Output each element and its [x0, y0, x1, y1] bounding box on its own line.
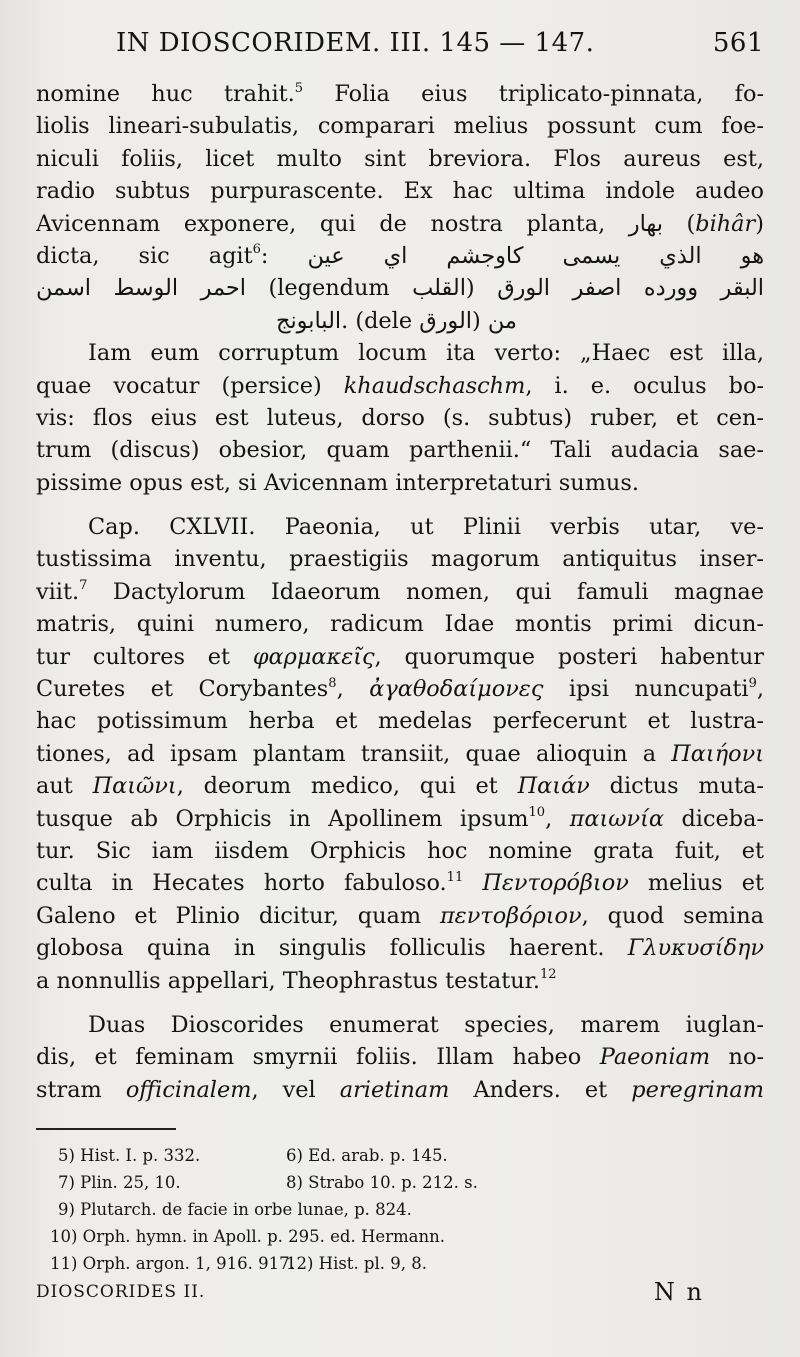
text-line: Cap. CXLVII. Paeonia, ut Plinii verbis utar, ve-	[88, 514, 764, 541]
text-line: tur. Sic iam iisdem Orphicis hoc nomine grata fuit, et	[36, 837, 764, 864]
footnote-ref: 5	[294, 80, 304, 96]
paragraph-gap	[36, 499, 764, 511]
arabic-word: القلب	[412, 275, 466, 302]
footnote: 10) Orph. hymn. in Apoll. p. 295. ed. Hermann.	[50, 1227, 445, 1247]
footnote-row	[36, 1250, 764, 1277]
text-line: Duas Dioscorides enumerat species, marem iuglan-	[88, 1011, 764, 1038]
footnote: 8) Strabo 10. p. 212. s.	[286, 1173, 478, 1193]
species-name: officinalem	[125, 1076, 252, 1103]
text-line: Curetes et Corybantes$^8$, ἀγαθοδαίμονες ipsi nuncupati$^9$,	[36, 675, 764, 703]
running-title: IN DIOSCORIDEM. III. 145 — 147.	[116, 28, 595, 58]
text-line: dis, et feminam smyrnii foliis. Illam habeo Paeoniam no-	[36, 1044, 764, 1071]
text-line: culta in Hecates horto fabuloso.$^{11}$ Πεντορόβιον melius et	[36, 869, 764, 897]
signature-mark: N n	[653, 1278, 704, 1307]
species-name: Paeoniam	[599, 1044, 711, 1071]
footnote: 9) Plutarch. de facie in orbe lunae, p. 824.	[58, 1200, 412, 1220]
text-line: Avicennam exponere, qui de nostra planta, بهار (bihâr)	[36, 210, 764, 237]
text-line: tustissima inventu, praestigiis magorum antiquitus inser-	[36, 546, 764, 573]
text-line: nomine huc trahit.$^5$ Folia eius triplicato-pinnata, fo-	[36, 80, 764, 107]
arabic-word: بهار	[628, 210, 663, 237]
signature-line	[36, 1279, 764, 1306]
footnote-row	[36, 1142, 764, 1169]
footnote-ref: 8	[328, 675, 337, 691]
footnote: 11) Orph. argon. 1, 916. 917.	[50, 1254, 295, 1274]
text-line: viit.$^7$ Dactylorum Idaeorum nomen, qui famuli magnae	[36, 578, 764, 605]
arabic-quote: البقر وورده اصفر الورق	[497, 275, 764, 302]
page-number: 561	[712, 28, 764, 58]
text-line: aut Παιῶνι, deorum medico, qui et Παιάν dictus muta-	[36, 773, 764, 800]
text-line: pissime opus est, si Avicennam interpretaturi sumus.	[36, 469, 639, 496]
text-line: احمر الوسط اسمن (legendum القلب) البقر وورده اصفر الورق	[36, 275, 764, 302]
greek-word: Παιήονι	[671, 740, 764, 767]
footnote: 6) Ed. arab. p. 145.	[286, 1146, 448, 1166]
greek-word: παιωνία	[569, 805, 665, 832]
paragraph-chapter-147	[36, 511, 764, 997]
greek-word: πεντοβόριον	[439, 902, 582, 929]
greek-word: Πεντορόβιον	[482, 870, 629, 897]
footnote: 7) Plin. 25, 10.	[58, 1173, 181, 1193]
paragraph-gap	[36, 997, 764, 1009]
footnote-rule	[36, 1128, 176, 1130]
footnote-ref: 12	[540, 967, 557, 983]
footnote-ref: 9	[748, 675, 757, 691]
paragraph-continuation	[36, 78, 764, 337]
text-line: liolis lineari-subulatis, comparari melius possunt cum foe-	[36, 113, 764, 140]
text-line: trum (discus) obesior, quam parthenii.“ Tali audacia sae-	[36, 437, 764, 464]
running-header	[36, 28, 764, 78]
paragraph-species	[36, 1009, 764, 1106]
footnote-ref: 6	[252, 242, 261, 258]
footnote-row	[36, 1169, 764, 1196]
paragraph-translation	[36, 337, 764, 499]
arabic-word: من	[487, 307, 517, 334]
footnote-ref: 7	[79, 578, 88, 594]
greek-word: ἀγαθοδαίμονες	[369, 676, 544, 703]
footnotes	[36, 1142, 764, 1306]
text-line: globosa quina in singulis folliculis haerent. Γλυκυσίδην	[36, 935, 764, 962]
greek-word: Γλυκυσίδην	[627, 935, 764, 962]
signature-title: DIOSCORIDES II.	[36, 1282, 206, 1303]
persian-term: khaudschaschm	[343, 372, 526, 399]
main-text	[36, 78, 764, 1106]
text-line: tur cultores et φαρμακεῖς, quorumque posteri habentur	[36, 643, 764, 670]
text-line: radio subtus purpurascente. Ex hac ultima indole audeo	[36, 178, 764, 205]
species-name: peregrinam	[631, 1076, 764, 1103]
text-line: dicta, sic agit$^6$: هو الذي يسمى كاوجشم اي عين	[36, 242, 764, 269]
text-line: tusque ab Orphicis in Apollinem ipsum$^{10}$, παιωνία diceba-	[36, 805, 764, 832]
footnote: 5) Hist. I. p. 332.	[58, 1146, 201, 1166]
text-line: stram officinalem, vel arietinam Anders. et peregrinam	[36, 1076, 764, 1103]
text-line: البابونج. (dele الورق) من	[276, 307, 517, 334]
transliteration: bihâr	[695, 210, 756, 237]
text-line: quae vocatur (persice) khaudschaschm, i. e. oculus bo-	[36, 372, 764, 399]
text-line: Galeno et Plinio dicitur, quam πεντοβόριον, quod semina	[36, 902, 764, 929]
arabic-word: الورق	[419, 307, 473, 334]
text-line: hac potissimum herba et medelas perfecerunt et lustra-	[36, 708, 764, 735]
footnote-ref: 11	[446, 869, 464, 885]
text-line: matris, quini numero, radicum Idae montis primi dicun-	[36, 611, 764, 638]
text-line: niculi foliis, licet multo sint breviora. Flos aureus est,	[36, 145, 764, 172]
greek-word: Παιάν	[517, 773, 590, 800]
footnote-ref: 10	[528, 805, 546, 821]
text-line: vis: flos eius est luteus, dorso (s. subtus) ruber, et cen-	[36, 404, 764, 431]
greek-word: Παιῶνι	[92, 773, 177, 800]
arabic-quote: احمر الوسط اسمن	[36, 275, 246, 302]
species-name: arietinam	[339, 1076, 450, 1103]
arabic-quote: هو الذي يسمى كاوجشم اي عين	[307, 242, 764, 269]
arabic-word: البابونج.	[276, 307, 349, 334]
text-line: tiones, ad ipsam plantam transiit, quae alioquin a Παιήονι	[36, 740, 764, 767]
footnote: 12) Hist. pl. 9, 8.	[286, 1254, 427, 1274]
text-line: a nonnullis appellari, Theophrastus testatur.$^{12}$	[36, 967, 557, 994]
text-line: Iam eum corruptum locum ita verto: „Haec est illa,	[88, 340, 764, 367]
greek-word: φαρμακεῖς	[252, 643, 375, 670]
